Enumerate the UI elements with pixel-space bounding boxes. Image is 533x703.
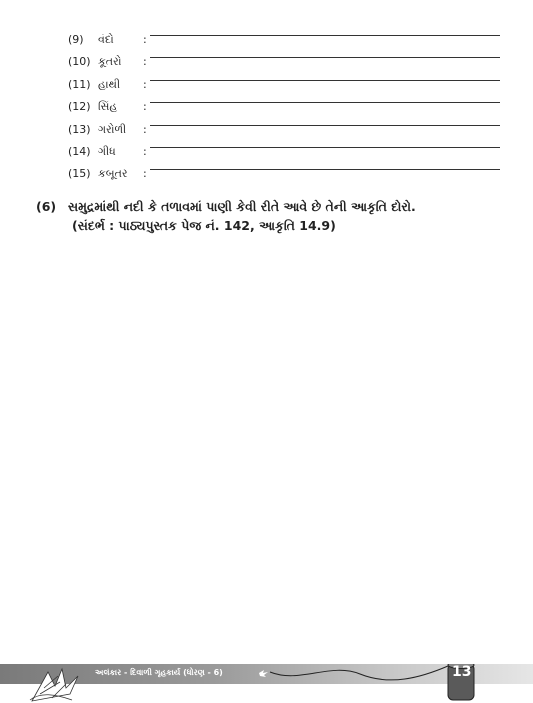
item-word: ગરોળી	[98, 123, 127, 136]
answer-line	[150, 80, 500, 81]
list-item	[68, 145, 500, 163]
firework-icon	[259, 670, 268, 677]
item-word: કબૂતર	[98, 167, 128, 180]
list-item	[68, 100, 500, 118]
page-footer	[0, 664, 533, 703]
item-colon: :	[143, 123, 147, 136]
item-word: ગીધ	[98, 145, 116, 158]
item-word: સિંહ	[98, 100, 118, 113]
question-number: (6)	[36, 199, 57, 214]
answer-line	[150, 57, 500, 58]
item-number: (14)	[68, 145, 91, 158]
item-number: (15)	[68, 167, 91, 180]
page-number: 13	[452, 664, 472, 680]
string-line	[270, 666, 448, 680]
item-word: વંદો	[98, 33, 114, 46]
item-colon: :	[143, 55, 147, 68]
item-word: કૂતરો	[98, 55, 122, 68]
answer-line	[150, 147, 500, 148]
list-item	[68, 55, 500, 73]
item-number: (12)	[68, 100, 91, 113]
leaf-sketch-icon	[30, 669, 78, 701]
footer-text: અલંકાર - દિવાળી ગૃહકાર્ય (ધોરણ - 6)	[95, 668, 223, 677]
answer-line	[150, 169, 500, 170]
list-item	[68, 123, 500, 141]
item-word: હાથી	[98, 78, 121, 91]
list-item	[68, 33, 500, 51]
question-reference: (સંદર્ભ : પાઠ્યપુસ્તક પેજ નં. 142, આકૃતિ 14.9)	[72, 218, 336, 233]
item-colon: :	[143, 100, 147, 113]
item-colon: :	[143, 78, 147, 91]
item-number: (11)	[68, 78, 91, 91]
question-text: સમુદ્રમાંથી નદી કે તળાવમાં પાણી કેવી રીતે આવે છે તેની આકૃતિ દોરો.	[68, 199, 416, 214]
answer-line	[150, 125, 500, 126]
answer-line	[150, 35, 500, 36]
item-colon: :	[143, 33, 147, 46]
list-item	[68, 78, 500, 96]
list-item	[68, 167, 500, 185]
item-number: (9)	[68, 33, 84, 46]
item-number: (13)	[68, 123, 91, 136]
item-number: (10)	[68, 55, 91, 68]
item-colon: :	[143, 145, 147, 158]
answer-line	[150, 102, 500, 103]
item-colon: :	[143, 167, 147, 180]
